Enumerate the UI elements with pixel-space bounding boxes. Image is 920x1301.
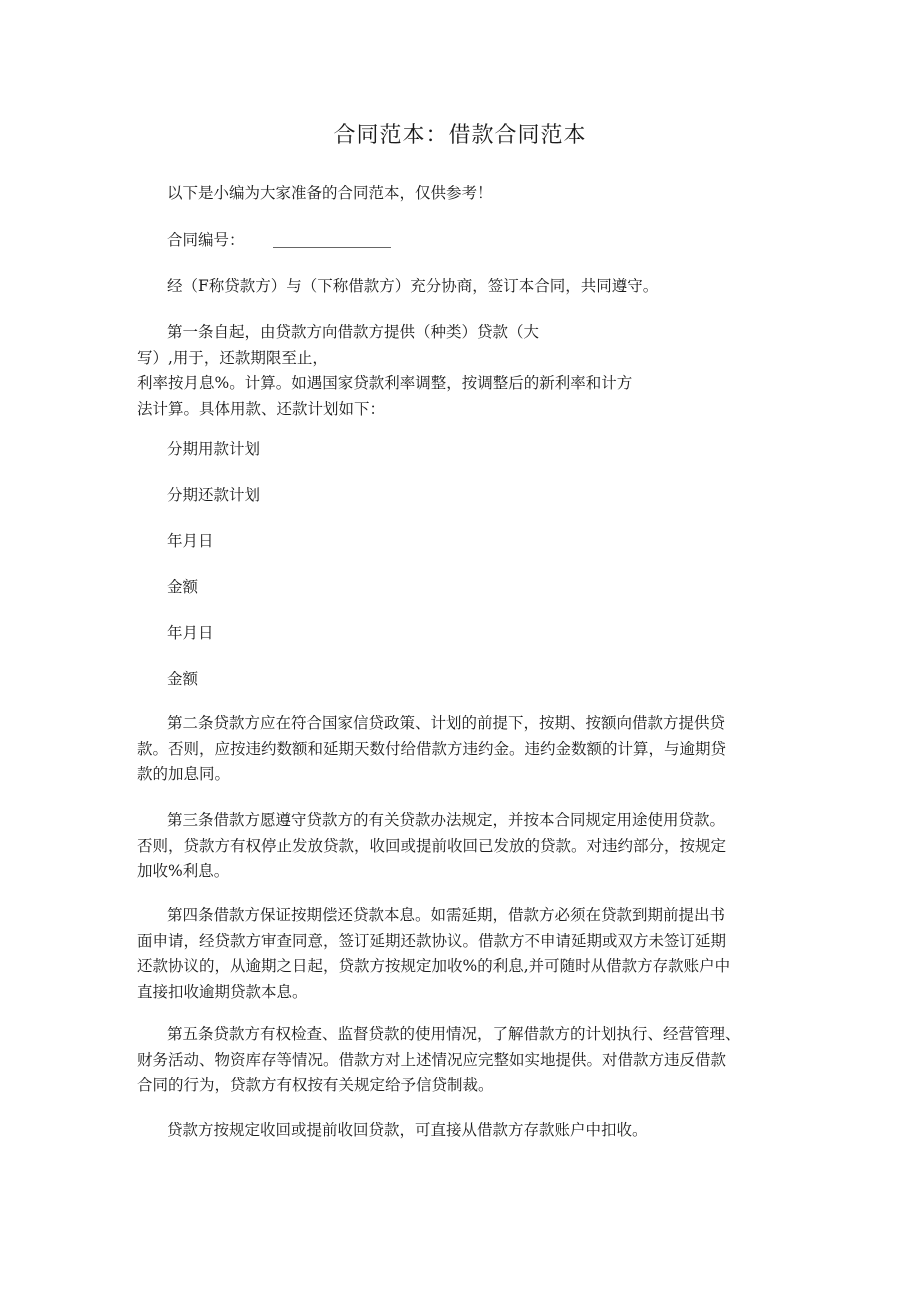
article-4-line-1: 第四条借款方保证按期偿还贷款本息。如需延期，借款方必须在贷款到期前提出书 [167, 906, 726, 924]
amount-label-1: 金额 [167, 578, 199, 596]
article-1-line-1: 第一条自起，由贷款方向借款方提供（种类）贷款（大 [167, 323, 540, 341]
article-2-line-1: 第二条贷款方应在符合国家信贷政策、计划的前提下，按期、按额向借款方提供贷 [167, 714, 726, 732]
article-1-line-2: 写）,用于，还款期限至止， [137, 348, 328, 367]
amount-label-2: 金额 [167, 670, 199, 688]
closing-text: 贷款方按规定收回或提前收回贷款，可直接从借款方存款账户中扣收。 [167, 1121, 648, 1139]
contract-number-blank [273, 235, 391, 248]
contract-number-row [167, 228, 391, 253]
intro-text: 以下是小编为大家准备的合同范本，仅供参考！ [167, 184, 493, 202]
article-5 [137, 1022, 807, 1099]
plan-repay-heading: 分期还款计划 [167, 486, 261, 504]
article-5-line-2: 财务活动、物资库存等情况。借款方对上述情况应完整如实地提供。对借款方违反借款 [137, 1050, 727, 1069]
article-2-line-3: 款的加息同。 [137, 765, 231, 783]
article-3-line-2: 否则，贷款方有权停止发放贷款，收回或提前收回已发放的贷款。对违约部分，按规定 [137, 836, 727, 855]
article-3-line-1: 第三条借款方愿遵守贷款方的有关贷款办法规定，并按本合同规定用途使用贷款。 [167, 811, 726, 829]
contract-number-label: 合同编号： [167, 231, 245, 249]
article-5-line-1: 第五条贷款方有权检查、监督贷款的使用情况，了解借款方的计划执行、经营管理、 [167, 1025, 741, 1043]
parties-text: 经（F称贷款方）与（下称借款方）充分协商，签订本合同，共同遵守。 [167, 277, 659, 295]
article-5-line-3: 合同的行为，贷款方有权按有关规定给予信贷制裁。 [137, 1076, 494, 1094]
document-title: 合同范本：借款合同范本 [333, 123, 587, 148]
plan-usage-heading: 分期用款计划 [167, 440, 261, 458]
article-1-line-4: 法计算。具体用款、还款计划如下： [137, 399, 386, 418]
article-1 [137, 320, 807, 422]
date-label-1: 年月日 [167, 532, 214, 550]
article-1-line-3: 利率按月息%。计算。如遇国家贷款利率调整，按调整后的新利率和计方 [137, 374, 633, 392]
article-4 [137, 903, 807, 1005]
article-3 [137, 808, 807, 885]
article-3-line-3: 加收%利息。 [137, 862, 230, 880]
article-2 [137, 711, 807, 788]
article-4-line-4: 直接扣收逾期贷款本息。 [137, 982, 308, 1001]
article-2-line-2: 款。否则，应按违约数额和延期天数付给借款方违约金。违约金数额的计算，与逾期贷 [137, 739, 727, 758]
article-4-line-3: 还款协议的，从逾期之日起，贷款方按规定加收%的利息,并可随时从借款方存款账户中 [137, 957, 731, 975]
article-4-line-2: 面申请，经贷款方审查同意，签订延期还款协议。借款方不申请延期或双方未签订延期 [137, 931, 727, 950]
date-label-2: 年月日 [167, 624, 214, 642]
